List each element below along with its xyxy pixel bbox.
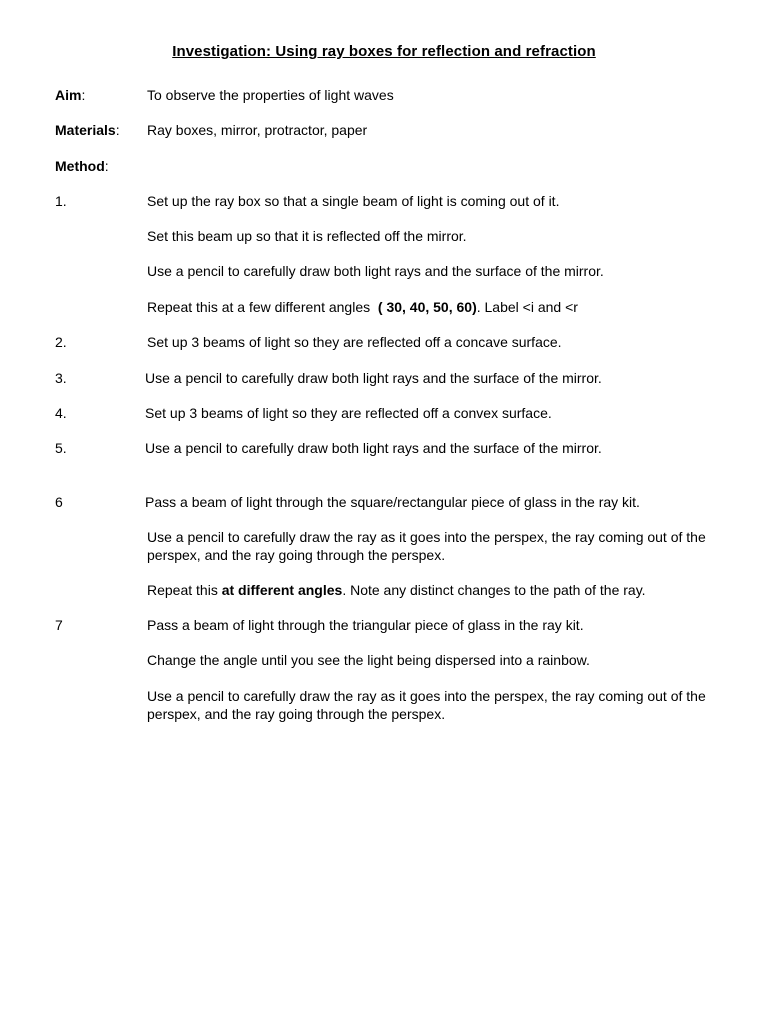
step-6-line-3: [147, 581, 646, 599]
aim-colon: :: [81, 87, 86, 103]
materials-label: Materials: [55, 122, 116, 138]
step-1-number: 1.: [55, 193, 67, 209]
step-6-line-2: Use a pencil to carefully draw the ray as it goes into the perspex, the ray coming out of the perspex, and the ray going through the perspex.: [147, 529, 706, 563]
materials-row: [55, 121, 120, 139]
step-1-angles: ( 30, 40, 50, 60): [377, 299, 477, 315]
step-5-text: Use a pencil to carefully draw both light rays and the surface of the mirror.: [145, 440, 602, 456]
method-colon: :: [104, 158, 109, 174]
aim-text: To observe the properties of light waves: [147, 87, 394, 103]
step-7-line-1: Pass a beam of light through the triangular piece of glass in the ray kit.: [147, 617, 584, 633]
step-6-line-3-pre: Repeat this: [147, 582, 222, 598]
step-4-text: Set up 3 beams of light so they are reflected off a convex surface.: [145, 405, 552, 421]
step-6-line-1: Pass a beam of light through the square/rectangular piece of glass in the ray kit.: [145, 494, 640, 510]
step-5-number: 5.: [55, 440, 67, 456]
page-title: Investigation: Using ray boxes for reflection and refraction: [172, 43, 596, 60]
aim-label: Aim: [55, 87, 82, 103]
step-7-number: 7: [55, 617, 63, 633]
aim-row: [55, 86, 85, 104]
step-2-number: 2.: [55, 334, 67, 350]
step-4-number: 4.: [55, 405, 67, 421]
step-1-line-4-pre: Repeat this at a few different angles: [147, 299, 378, 315]
step-1-line-4-post: . Label <i and <r: [476, 299, 578, 315]
method-heading: [55, 157, 109, 175]
step-6-emphasis: at different angles: [221, 582, 343, 598]
step-1-line-4: [147, 298, 578, 316]
step-7-line-2: Change the angle until you see the light being dispersed into a rainbow.: [147, 652, 590, 668]
step-1-line-1: Set up the ray box so that a single beam of light is coming out of it.: [147, 193, 560, 209]
step-7-line-3: Use a pencil to carefully draw the ray as it goes into the perspex, the ray coming out of the perspex, and the ray going through the perspex.: [147, 688, 706, 722]
step-6-line-3-post: . Note any distinct changes to the path of the ray.: [342, 582, 646, 598]
step-1-line-2: Set this beam up so that it is reflected off the mirror.: [147, 228, 467, 244]
method-label: Method: [55, 158, 105, 174]
step-3-text: Use a pencil to carefully draw both light rays and the surface of the mirror.: [145, 370, 602, 386]
materials-colon: :: [115, 122, 120, 138]
materials-text: Ray boxes, mirror, protractor, paper: [147, 122, 368, 138]
step-2-text: Set up 3 beams of light so they are reflected off a concave surface.: [147, 334, 562, 350]
step-1-line-3: Use a pencil to carefully draw both light rays and the surface of the mirror.: [147, 263, 604, 279]
step-6-number: 6: [55, 494, 63, 510]
step-3-number: 3.: [55, 370, 67, 386]
